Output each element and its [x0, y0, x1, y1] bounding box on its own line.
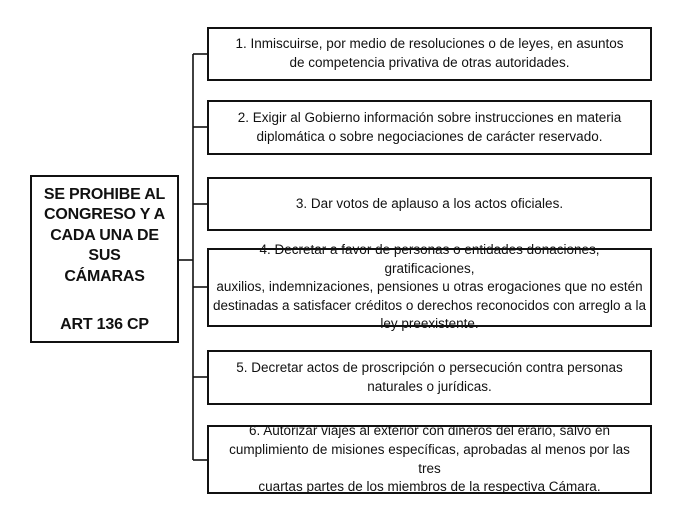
- prohibition-box-4: [207, 241, 652, 332]
- prohibition-text-4: 4. Decretar a favor de personas o entidades donaciones, gratificaciones, auxilios, indemnizaciones, pensiones u otras erogaciones que no estén destinadas a satisfacer créditos o derechos reconocidos con arreglo a la ley preexistente.: [213, 241, 646, 332]
- main-title: SE PROHIBE AL CONGRESO Y A CADA UNA DE SUS CÁMARAS: [43, 186, 166, 285]
- prohibition-text-5: 5. Decretar actos de proscripción o persecución contra personas naturales o jurídicas.: [236, 359, 623, 394]
- article-reference: ART 136 CP: [60, 315, 149, 333]
- prohibition-box-6: [207, 425, 652, 494]
- prohibition-text-6: 6. Autorizar viajes al exterior con dineros del erario, salvo en cumplimiento de misiones específicas, aprobadas al menos por las tres cuartas partes de los miembros de la respectiva Cámara.: [229, 423, 630, 495]
- prohibition-box-2: [207, 100, 652, 155]
- prohibition-text-1: 1. Inmiscuirse, por medio de resoluciones o de leyes, en asuntos de competencia privativa de otras autoridades.: [235, 36, 624, 70]
- prohibition-box-5: [207, 350, 652, 405]
- prohibition-box-1: [207, 27, 652, 81]
- prohibition-box-3: [207, 177, 652, 231]
- prohibition-text-3: 3. Dar votos de aplauso a los actos oficiales.: [295, 195, 564, 211]
- main-concept-box: [30, 175, 179, 343]
- prohibition-text-2: 2. Exigir al Gobierno información sobre instrucciones en materia diplomática o sobre negociaciones de carácter reservado.: [237, 109, 622, 144]
